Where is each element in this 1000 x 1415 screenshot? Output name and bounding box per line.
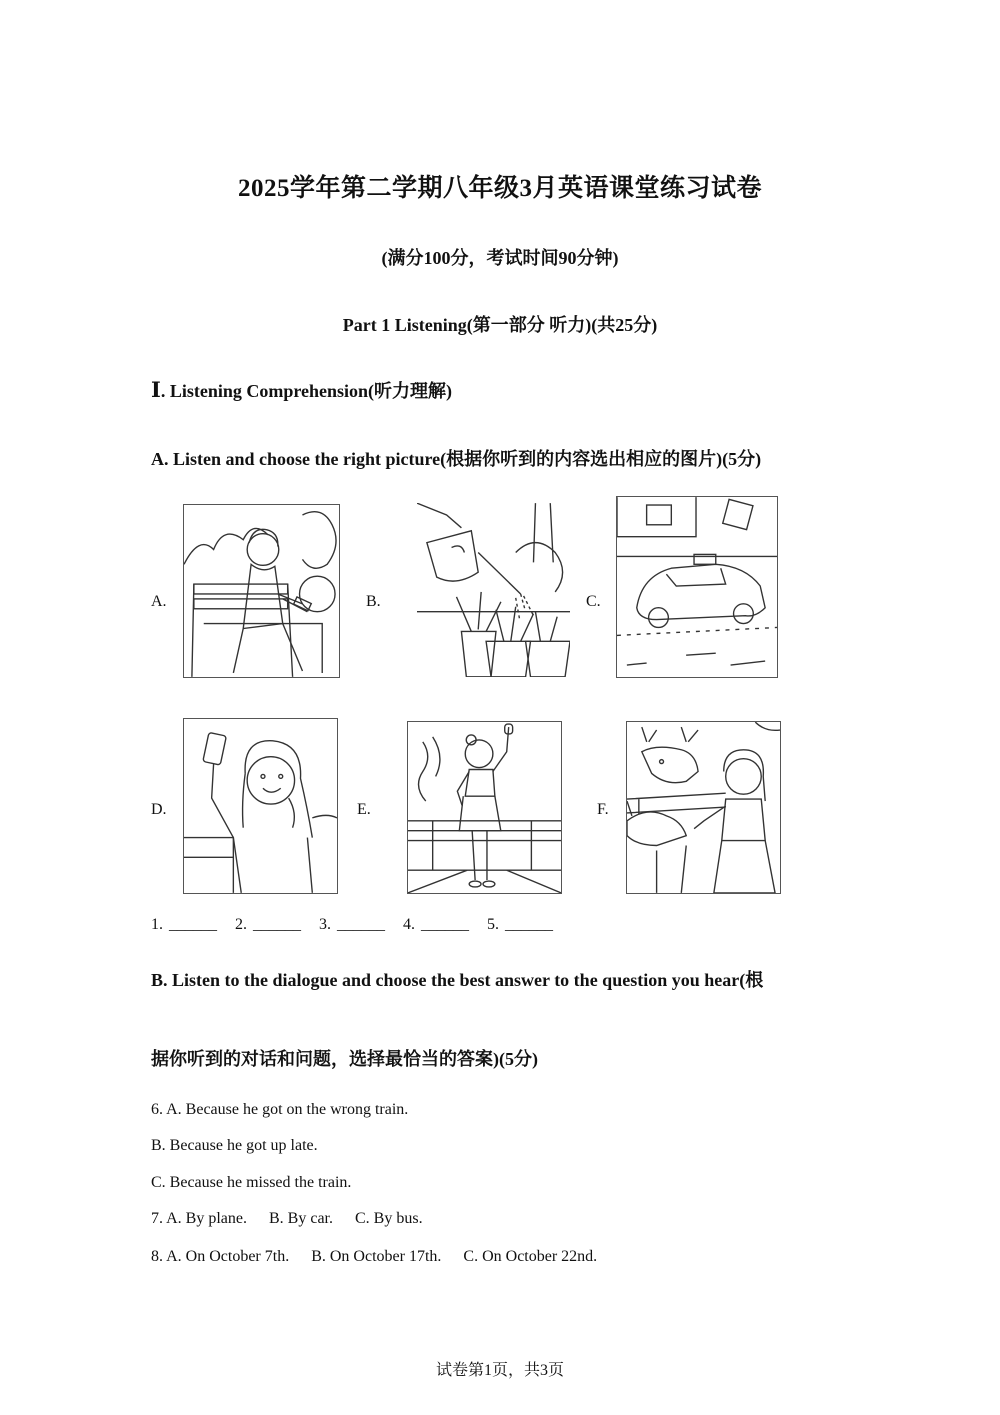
answer-blank[interactable]: 5. ______ bbox=[487, 916, 553, 933]
girl-waving-icon bbox=[407, 721, 562, 894]
question-6-option-c: C. Because he missed the train. bbox=[151, 1174, 352, 1191]
picture-label-c: C. bbox=[586, 593, 601, 610]
question-8-option-c: C. On October 22nd. bbox=[463, 1248, 598, 1265]
roman-numeral: Ⅰ bbox=[151, 378, 161, 402]
task-a-heading: A. Listen and choose the right picture(根据你听到的内容选出相应的图片)(5分) bbox=[151, 449, 762, 469]
question-8-option-a: 8. A. On October 7th. bbox=[151, 1248, 290, 1265]
question-6-option-a: 6. A. Because he got on the wrong train. bbox=[151, 1101, 409, 1118]
part1-heading: Part 1 Listening(第一部分 听力)(共25分) bbox=[342, 315, 658, 335]
picture-label-a: A. bbox=[151, 593, 167, 610]
picture-label-f: F. bbox=[597, 801, 609, 818]
page-footer: 试卷第1页，共3页 bbox=[435, 1362, 564, 1379]
taxi-icon bbox=[616, 496, 778, 678]
picture-label-b: B. bbox=[366, 593, 381, 610]
watering-plants-icon bbox=[416, 502, 571, 678]
exam-subtitle: (满分100分，考试时间90分钟) bbox=[381, 248, 619, 268]
answer-blanks bbox=[151, 916, 565, 934]
answer-blank[interactable]: 1. ______ bbox=[151, 916, 217, 933]
task-b-heading-line1: B. Listen to the dialogue and choose the best answer to the question you hear(根 bbox=[151, 970, 764, 990]
question-7-option-c: C. By bus. bbox=[355, 1210, 423, 1227]
girl-taking-selfie-icon bbox=[183, 718, 338, 894]
question-7 bbox=[151, 1210, 423, 1228]
question-8-option-b: B. On October 17th. bbox=[311, 1248, 442, 1265]
picture-label-d: D. bbox=[151, 801, 167, 818]
question-6-option-b: B. Because he got up late. bbox=[151, 1137, 318, 1154]
girl-feeding-deer-icon bbox=[626, 721, 781, 894]
picture-label-e: E. bbox=[357, 801, 371, 818]
section1-heading bbox=[151, 377, 452, 403]
question-7-option-a: 7. A. By plane. bbox=[151, 1210, 247, 1227]
answer-blank[interactable]: 4. ______ bbox=[403, 916, 469, 933]
question-7-option-b: B. By car. bbox=[269, 1210, 333, 1227]
task-b-heading-line2: 据你听到的对话和问题，选择最恰当的答案)(5分) bbox=[151, 1049, 538, 1069]
section1-heading-text: . Listening Comprehension(听力理解) bbox=[160, 381, 453, 401]
answer-blank[interactable]: 3. ______ bbox=[319, 916, 385, 933]
answer-blank[interactable]: 2. ______ bbox=[235, 916, 301, 933]
question-8 bbox=[151, 1248, 597, 1266]
exam-title: 2025学年第二学期八年级3月英语课堂练习试卷 bbox=[237, 175, 762, 202]
woman-reading-on-bench-icon bbox=[183, 504, 340, 678]
